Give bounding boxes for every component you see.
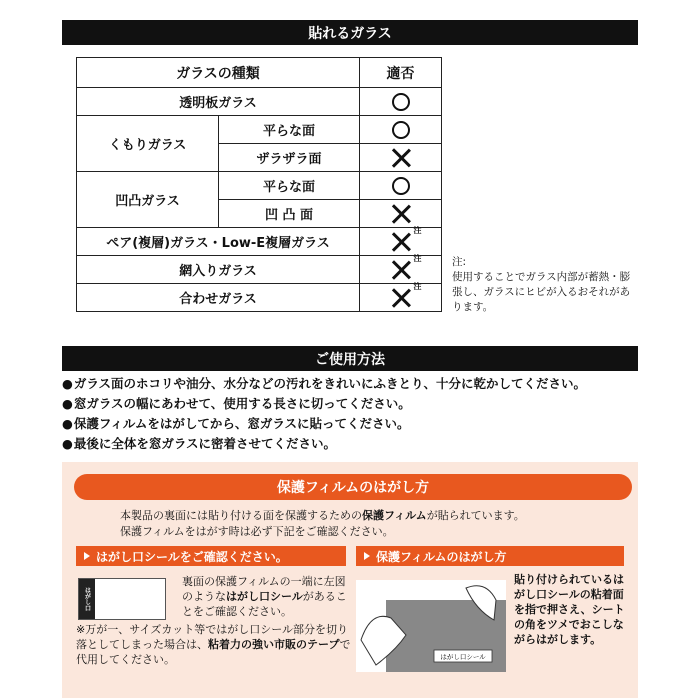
- ng-cross-icon: [390, 281, 422, 309]
- intro-text: が貼られています。: [426, 509, 525, 522]
- left-note-part: で代用してください。: [76, 638, 351, 666]
- seal-illustration: [78, 578, 166, 620]
- ng-cross-icon: [390, 253, 422, 281]
- header-ok: 適否: [360, 58, 442, 88]
- glass-table: [76, 57, 442, 312]
- row-patterned-uneven: 凹 凸 面: [219, 200, 360, 228]
- row-frosted-glass: くもりガラス: [77, 116, 219, 172]
- usage-section-title: ご使用方法: [62, 346, 638, 371]
- glass-section-title: 貼れるガラス: [62, 20, 638, 45]
- left-text-part: があることをご確認ください。: [182, 590, 347, 618]
- note-title: 注:: [452, 256, 467, 268]
- usage-step: ● 窓ガラスの幅にあわせて、使用する長さに切ってください。: [62, 394, 586, 414]
- usage-step: ● 最後に全体を窓ガラスに密着させてください。: [62, 434, 586, 454]
- ok-circle-icon: [392, 177, 410, 195]
- film-section-title: 保護フィルムのはがし方: [74, 474, 632, 500]
- note-mark: 注: [413, 253, 422, 263]
- ok-circle-icon: [392, 121, 410, 139]
- note-mark: 注: [413, 225, 422, 235]
- ng-cross-icon: [390, 225, 422, 253]
- row-frosted-rough: ザラザラ面: [219, 144, 360, 172]
- triangle-icon: [364, 552, 370, 560]
- left-subhead-label: はがし口シールをご確認ください。: [96, 549, 288, 564]
- ng-cross-icon: [390, 147, 412, 169]
- intro-text-2: 保護フィルムをはがす時は必ず下記をご確認ください。: [120, 525, 394, 538]
- row-pair-glass: ペア(複層)ガラス・Low-E複層ガラス: [77, 228, 360, 256]
- header-type: ガラスの種類: [77, 58, 360, 88]
- ng-cross-icon: [390, 203, 412, 225]
- intro-text: 本製品の裏面には貼り付ける面を保護するための: [120, 509, 362, 522]
- left-note-emphasis: 粘着力の強い市販のテープ: [208, 638, 340, 651]
- left-text: [182, 574, 352, 619]
- row-clear-glass: 透明板ガラス: [77, 88, 360, 116]
- row-laminated-glass: 合わせガラス: [77, 284, 360, 312]
- ok-circle-icon: [392, 93, 410, 111]
- usage-list: [62, 374, 586, 454]
- intro-emphasis: 保護フィルム: [362, 509, 427, 522]
- row-wired-glass: 網入りガラス: [77, 256, 360, 284]
- right-text: 貼り付けられているはがし口シールの粘着面を指で押さえ、シートの角をツメでおこしながらはがします。: [514, 573, 625, 646]
- note-mark: 注: [413, 281, 422, 291]
- left-text-part: 裏面の保護フィルムの一端に左図のような: [182, 575, 346, 603]
- usage-step: ● ガラス面のホコリや油分、水分などの汚れをきれいにふきとり、十分に乾かしてください。: [62, 374, 586, 394]
- row-patterned-flat: 平らな面: [219, 172, 360, 200]
- right-subhead-label: 保護フィルムのはがし方: [376, 549, 507, 564]
- film-panel: [62, 462, 638, 698]
- usage-step: ● 保護フィルムをはがしてから、窓ガラスに貼ってください。: [62, 414, 586, 434]
- film-intro: [120, 508, 525, 540]
- seal-tab: はがし口: [79, 579, 95, 619]
- left-note: [76, 622, 356, 667]
- note-text: 使用することでガラス内部が蓄熱・膨張し、ガラスにヒビが入るおそれがあります。: [452, 271, 631, 313]
- seal-label-text: はがし口シール: [440, 653, 486, 661]
- row-patterned-glass: 凹凸ガラス: [77, 172, 219, 228]
- right-subhead: [356, 546, 624, 566]
- triangle-icon: [84, 552, 90, 560]
- glass-note: [452, 255, 637, 315]
- row-frosted-flat: 平らな面: [219, 116, 360, 144]
- left-subhead: [76, 546, 346, 566]
- left-note-part: ※万が一、サイズカット等ではがし口シール部分を切り落としてしまった場合は、: [76, 623, 349, 651]
- left-text-emphasis: はがし口シール: [226, 590, 303, 603]
- peeling-illustration: [356, 580, 506, 672]
